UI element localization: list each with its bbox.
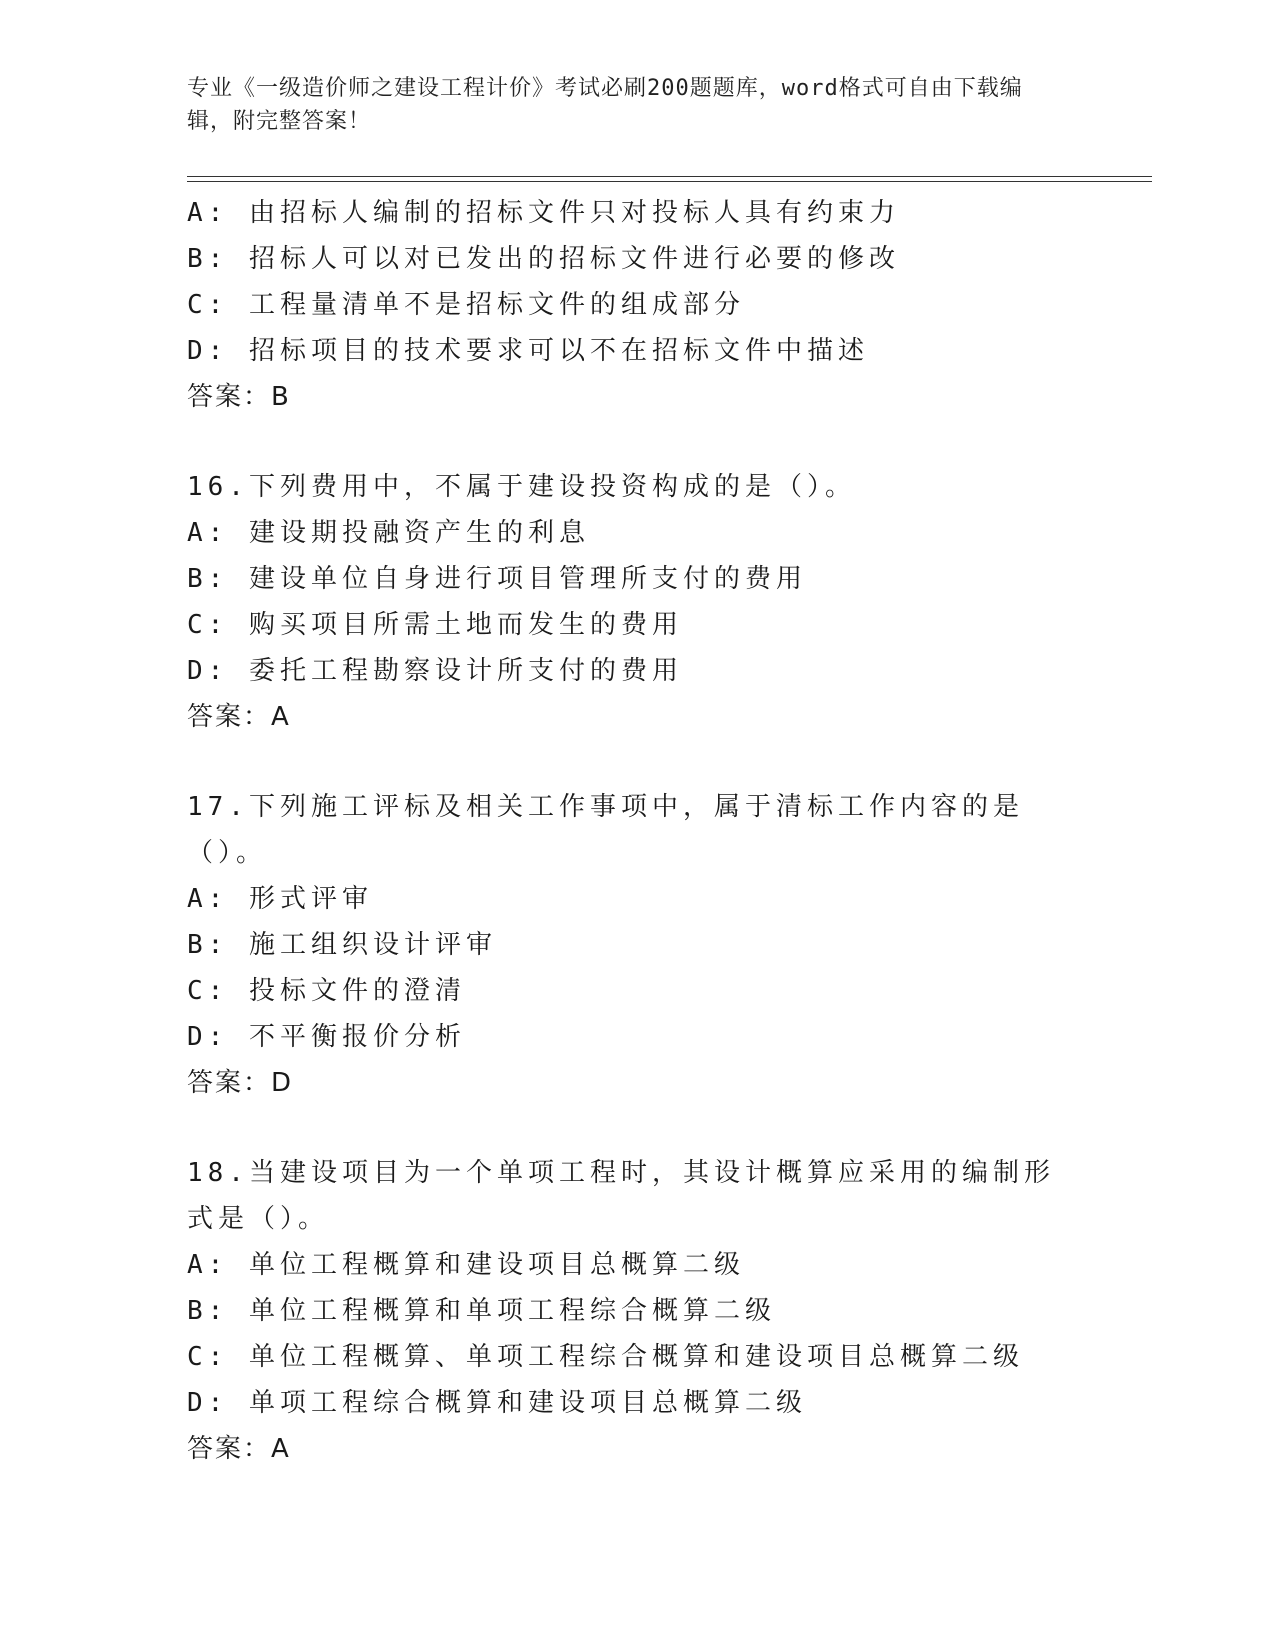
option-d: D: 招标项目的技术要求可以不在招标文件中描述 (187, 336, 869, 366)
answer: 答案：A (187, 702, 291, 732)
answer: 答案：A (187, 1434, 291, 1464)
question-18 (187, 1150, 1147, 1472)
option-a: A: 单位工程概算和建设项目总概算二级 (187, 1250, 745, 1280)
answer: 答案：B (187, 382, 291, 412)
question-16 (187, 464, 1147, 740)
option-b: B: 施工组织设计评审 (187, 930, 497, 960)
option-d: D: 单项工程综合概算和建设项目总概算二级 (187, 1388, 807, 1418)
option-a: A: 由招标人编制的招标文件只对投标人具有约束力 (187, 198, 900, 228)
option-b: B: 建设单位自身进行项目管理所支付的费用 (187, 564, 807, 594)
question-title: 16.下列费用中，不属于建设投资构成的是（）。 (187, 472, 856, 502)
header-divider (187, 176, 1152, 182)
option-d: D: 委托工程勘察设计所支付的费用 (187, 656, 683, 686)
option-a: A: 形式评审 (187, 884, 373, 914)
option-a: A: 建设期投融资产生的利息 (187, 518, 590, 548)
option-c: C: 单位工程概算、单项工程综合概算和建设项目总概算二级 (187, 1342, 1024, 1372)
option-b: B: 招标人可以对已发出的招标文件进行必要的修改 (187, 244, 900, 274)
answer: 答案：D (187, 1068, 294, 1098)
question-list (187, 190, 1147, 1472)
question-title: 17.下列施工评标及相关工作事项中，属于清标工作内容的是（）。 (187, 792, 1024, 868)
question-15 (187, 190, 1147, 420)
option-d: D: 不平衡报价分析 (187, 1022, 466, 1052)
option-c: C: 投标文件的澄清 (187, 976, 466, 1006)
option-b: B: 单位工程概算和单项工程综合概算二级 (187, 1296, 776, 1326)
question-title: 18.当建设项目为一个单项工程时，其设计概算应采用的编制形式是（）。 (187, 1158, 1055, 1234)
document-header: 专业《一级造价师之建设工程计价》考试必刷200题题库，word格式可自由下载编辑，附完整答案！ (187, 76, 1023, 134)
option-c: C: 购买项目所需土地而发生的费用 (187, 610, 683, 640)
option-c: C: 工程量清单不是招标文件的组成部分 (187, 290, 745, 320)
question-17 (187, 784, 1147, 1106)
